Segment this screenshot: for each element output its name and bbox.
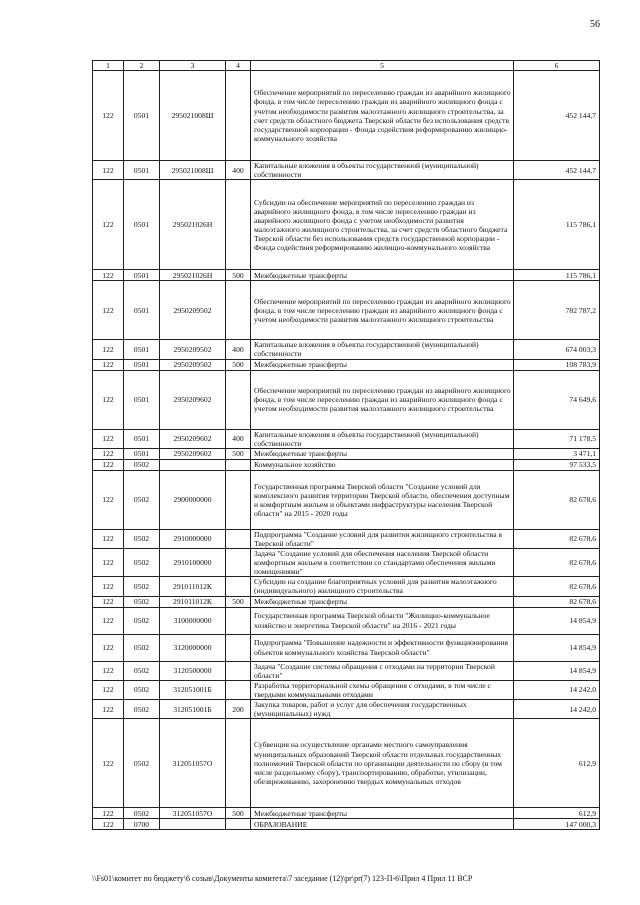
- column-header: 3: [160, 61, 226, 71]
- target-article-code-cell: 312051001Б: [160, 699, 226, 718]
- department-code-cell: 122: [93, 819, 124, 830]
- target-article-code-cell: 295021026Н: [160, 270, 226, 281]
- expense-type-code-cell: [226, 370, 251, 429]
- target-article-code-cell: 312051057О: [160, 719, 226, 808]
- department-code-cell: 122: [93, 634, 124, 661]
- amount-cell: 14 854,9: [514, 661, 600, 680]
- expense-type-code-cell: [226, 680, 251, 699]
- target-article-code-cell: 2950209502: [160, 281, 226, 340]
- table-row: [93, 634, 600, 661]
- table-row: [93, 161, 600, 180]
- item-name-cell: Субсидии на создание благоприятных условий для развития малоэтажного (индивидуального) жилищного строительства: [251, 577, 514, 596]
- target-article-code-cell: 312051057О: [160, 808, 226, 819]
- section-code-cell: 0502: [124, 548, 160, 576]
- target-article-code-cell: 2910100000: [160, 548, 226, 576]
- amount-cell: 452 144,7: [514, 71, 600, 161]
- item-name-cell: Субвенция на осуществление органами местного самоуправления муниципальных образований Тверской области отдельных государственных полномочий Тверской области по организации деятельности по сбору (в том числе раздельному сбору), транспортированию, обработке, утилизации, обезвреживанию, захоронению твердых коммунальных отходов: [251, 719, 514, 808]
- item-name-cell: Обеспечение мероприятий по переселению граждан из аварийного жилищного фонда, в том числе переселению граждан из аварийного жилищного фонда с учетом необходимости развития малоэтажного жилищного строительства, за счет средств областного бюджета Тверской области без использования средств государственной корпорации - Фонда содействия реформированию жилищно-коммунального хозяйства: [251, 71, 514, 161]
- item-name-cell: Государственная программа Тверской области "Создание условий для комплексного развития территории Тверской области, обеспечения доступным и комфортным жильем и объектами инфраструктуры населения Тверской области" на 2015 - 2020 годы: [251, 470, 514, 529]
- item-name-cell: Капитальные вложения в объекты государственной (муниципальной) собственности: [251, 429, 514, 448]
- expense-type-code-cell: [226, 719, 251, 808]
- section-code-cell: 0501: [124, 359, 160, 370]
- section-code-cell: 0502: [124, 596, 160, 607]
- department-code-cell: 122: [93, 281, 124, 340]
- target-article-code-cell: 295021008Ш: [160, 161, 226, 180]
- table-row: [93, 699, 600, 718]
- table-row: [93, 429, 600, 448]
- section-code-cell: 0501: [124, 448, 160, 459]
- column-header: 6: [514, 61, 600, 71]
- target-article-code-cell: 3120500000: [160, 661, 226, 680]
- table-row: [93, 680, 600, 699]
- amount-cell: 71 178,5: [514, 429, 600, 448]
- amount-cell: 14 854,9: [514, 607, 600, 634]
- target-article-code-cell: 295021026Н: [160, 180, 226, 270]
- table-row: [93, 270, 600, 281]
- table-row: [93, 548, 600, 576]
- item-name-cell: Подпрограмма "Повышение надежности и эффективности функционирования объектов коммунального хозяйства Тверской области": [251, 634, 514, 661]
- item-name-cell: Закупка товаров, работ и услуг для обеспечения государственных (муниципальных) нужд: [251, 699, 514, 718]
- department-code-cell: 122: [93, 596, 124, 607]
- target-article-code-cell: 2950209602: [160, 429, 226, 448]
- amount-cell: 82 678,6: [514, 470, 600, 529]
- amount-cell: 14 242,0: [514, 680, 600, 699]
- department-code-cell: 122: [93, 719, 124, 808]
- amount-cell: 82 678,6: [514, 596, 600, 607]
- amount-cell: 115 786,1: [514, 180, 600, 270]
- target-article-code-cell: 295021008Ш: [160, 71, 226, 161]
- section-code-cell: 0501: [124, 270, 160, 281]
- amount-cell: 82 678,6: [514, 529, 600, 548]
- target-article-code-cell: 3100000000: [160, 607, 226, 634]
- column-header: 5: [251, 61, 514, 71]
- expense-type-code-cell: 200: [226, 699, 251, 718]
- amount-cell: 147 000,3: [514, 819, 600, 830]
- amount-cell: 74 649,6: [514, 370, 600, 429]
- expense-type-code-cell: [226, 459, 251, 470]
- expense-type-code-cell: [226, 819, 251, 830]
- column-header: 2: [124, 61, 160, 71]
- section-code-cell: 0501: [124, 161, 160, 180]
- expense-type-code-cell: 400: [226, 429, 251, 448]
- target-article-code-cell: [160, 819, 226, 830]
- department-code-cell: 122: [93, 577, 124, 596]
- table-row: [93, 661, 600, 680]
- department-code-cell: 122: [93, 470, 124, 529]
- section-code-cell: 0502: [124, 607, 160, 634]
- section-code-cell: 0501: [124, 370, 160, 429]
- table-row: [93, 529, 600, 548]
- expense-type-code-cell: 500: [226, 448, 251, 459]
- target-article-code-cell: 2950209502: [160, 340, 226, 359]
- expense-type-code-cell: 500: [226, 596, 251, 607]
- section-code-cell: 0501: [124, 180, 160, 270]
- section-code-cell: 0700: [124, 819, 160, 830]
- department-code-cell: 122: [93, 340, 124, 359]
- table-row: [93, 808, 600, 819]
- file-path-footer: \\Fs01\комитет по бюджету\6 созыв\Документы комитета\7 заседание (12)\pr\pr(7) 123-П-6\Прил 4 Прил 11 ВСР: [92, 874, 473, 883]
- column-header: 4: [226, 61, 251, 71]
- amount-cell: 612,9: [514, 719, 600, 808]
- table-row: [93, 359, 600, 370]
- section-code-cell: 0501: [124, 429, 160, 448]
- department-code-cell: 122: [93, 699, 124, 718]
- amount-cell: 14 854,9: [514, 634, 600, 661]
- table-row: [93, 819, 600, 830]
- department-code-cell: 122: [93, 429, 124, 448]
- table-row: [93, 71, 600, 161]
- item-name-cell: Обеспечение мероприятий по переселению граждан из аварийного жилищного фонда, в том числе переселению граждан из аварийного жилищного фонда с учетом необходимости развития малоэтажного жилищного строительства: [251, 370, 514, 429]
- item-name-cell: Подпрограмма "Создание условий для развития жилищного строительства в Тверской области": [251, 529, 514, 548]
- department-code-cell: 122: [93, 161, 124, 180]
- section-code-cell: 0502: [124, 634, 160, 661]
- target-article-code-cell: 312051001Б: [160, 680, 226, 699]
- section-code-cell: 0502: [124, 699, 160, 718]
- table-row: [93, 448, 600, 459]
- amount-cell: 82 678,6: [514, 548, 600, 576]
- item-name-cell: Межбюджетные трансферты: [251, 596, 514, 607]
- expense-type-code-cell: [226, 529, 251, 548]
- target-article-code-cell: 2950209502: [160, 359, 226, 370]
- item-name-cell: Задача "Создание системы обращения с отходами на территории Тверской области": [251, 661, 514, 680]
- amount-cell: 3 471,1: [514, 448, 600, 459]
- table-row: [93, 577, 600, 596]
- item-name-cell: Капитальные вложения в объекты государственной (муниципальной) собственности: [251, 340, 514, 359]
- table-row: [93, 340, 600, 359]
- department-code-cell: 122: [93, 459, 124, 470]
- item-name-cell: Межбюджетные трансферты: [251, 448, 514, 459]
- expense-type-code-cell: 500: [226, 359, 251, 370]
- section-code-cell: 0501: [124, 71, 160, 161]
- amount-cell: 674 003,3: [514, 340, 600, 359]
- department-code-cell: 122: [93, 448, 124, 459]
- target-article-code-cell: 291011012К: [160, 596, 226, 607]
- item-name-cell: Задача "Создание условий для обеспечения населения Тверской области комфортным жильем в соответствии со стандартами обеспечения жилыми помещениями": [251, 548, 514, 576]
- item-name-cell: Межбюджетные трансферты: [251, 359, 514, 370]
- amount-cell: 82 678,6: [514, 577, 600, 596]
- target-article-code-cell: 2900000000: [160, 470, 226, 529]
- expense-type-code-cell: [226, 180, 251, 270]
- target-article-code-cell: 2950209602: [160, 370, 226, 429]
- department-code-cell: 122: [93, 607, 124, 634]
- amount-cell: 115 786,1: [514, 270, 600, 281]
- expense-type-code-cell: 500: [226, 808, 251, 819]
- section-code-cell: 0502: [124, 661, 160, 680]
- expense-type-code-cell: 500: [226, 270, 251, 281]
- expense-type-code-cell: [226, 470, 251, 529]
- table-row: [93, 180, 600, 270]
- section-code-cell: 0502: [124, 470, 160, 529]
- item-name-cell: ОБРАЗОВАНИЕ: [251, 819, 514, 830]
- item-name-cell: Разработка территориальной схемы обращения с отходами, в том числе с твердыми коммунальными отходами: [251, 680, 514, 699]
- department-code-cell: 122: [93, 270, 124, 281]
- table-row: [93, 281, 600, 340]
- item-name-cell: Обеспечение мероприятий по переселению граждан из аварийного жилищного фонда, в том числе переселению граждан из аварийного жилищного фонда с учетом необходимости развития малоэтажного жилищного строительства: [251, 281, 514, 340]
- table-row: [93, 459, 600, 470]
- table-row: [93, 719, 600, 808]
- expense-type-code-cell: [226, 577, 251, 596]
- target-article-code-cell: 2910000000: [160, 529, 226, 548]
- item-name-cell: Субсидии на обеспечение мероприятий по переселению граждан из аварийного жилищного фонда, в том числе переселению граждан из аварийного жилищного фонда с учетом необходимости развития малоэтажного жилищного строительства, за счет средств областного бюджета Тверской области без использования средств государственной корпорации - Фонда содействия реформированию жилищно-коммунального хозяйства: [251, 180, 514, 270]
- column-header: 1: [93, 61, 124, 71]
- amount-cell: 782 787,2: [514, 281, 600, 340]
- department-code-cell: 122: [93, 71, 124, 161]
- amount-cell: 14 242,0: [514, 699, 600, 718]
- section-code-cell: 0502: [124, 529, 160, 548]
- department-code-cell: 122: [93, 370, 124, 429]
- expense-type-code-cell: [226, 607, 251, 634]
- department-code-cell: 122: [93, 661, 124, 680]
- expense-type-code-cell: [226, 634, 251, 661]
- table-body: [93, 71, 600, 830]
- section-code-cell: 0502: [124, 680, 160, 699]
- item-name-cell: Государственная программа Тверской области "Жилищно-коммунальное хозяйство и энергетика Тверской области" на 2016 - 2021 годы: [251, 607, 514, 634]
- amount-cell: 452 144,7: [514, 161, 600, 180]
- page-number: 56: [590, 19, 600, 30]
- target-article-code-cell: 291011012К: [160, 577, 226, 596]
- section-code-cell: 0502: [124, 808, 160, 819]
- target-article-code-cell: 2950209602: [160, 448, 226, 459]
- item-name-cell: Межбюджетные трансферты: [251, 270, 514, 281]
- table-row: [93, 596, 600, 607]
- department-code-cell: 122: [93, 529, 124, 548]
- expense-type-code-cell: [226, 71, 251, 161]
- section-code-cell: 0502: [124, 577, 160, 596]
- expense-type-code-cell: [226, 281, 251, 340]
- section-code-cell: 0502: [124, 459, 160, 470]
- header-row: [93, 61, 600, 71]
- expense-type-code-cell: 400: [226, 340, 251, 359]
- target-article-code-cell: 3120000000: [160, 634, 226, 661]
- amount-cell: 108 783,9: [514, 359, 600, 370]
- department-code-cell: 122: [93, 180, 124, 270]
- amount-cell: 612,9: [514, 808, 600, 819]
- expense-type-code-cell: 400: [226, 161, 251, 180]
- budget-table: [92, 60, 600, 830]
- section-code-cell: 0501: [124, 340, 160, 359]
- table-row: [93, 370, 600, 429]
- expense-type-code-cell: [226, 548, 251, 576]
- department-code-cell: 122: [93, 548, 124, 576]
- department-code-cell: 122: [93, 680, 124, 699]
- item-name-cell: Межбюджетные трансферты: [251, 808, 514, 819]
- target-article-code-cell: [160, 459, 226, 470]
- department-code-cell: 122: [93, 359, 124, 370]
- table-row: [93, 470, 600, 529]
- department-code-cell: 122: [93, 808, 124, 819]
- section-code-cell: 0501: [124, 281, 160, 340]
- item-name-cell: Капитальные вложения в объекты государственной (муниципальной) собственности: [251, 161, 514, 180]
- item-name-cell: Коммунальное хозяйство: [251, 459, 514, 470]
- expense-type-code-cell: [226, 661, 251, 680]
- table-row: [93, 607, 600, 634]
- section-code-cell: 0502: [124, 719, 160, 808]
- amount-cell: 97 533,5: [514, 459, 600, 470]
